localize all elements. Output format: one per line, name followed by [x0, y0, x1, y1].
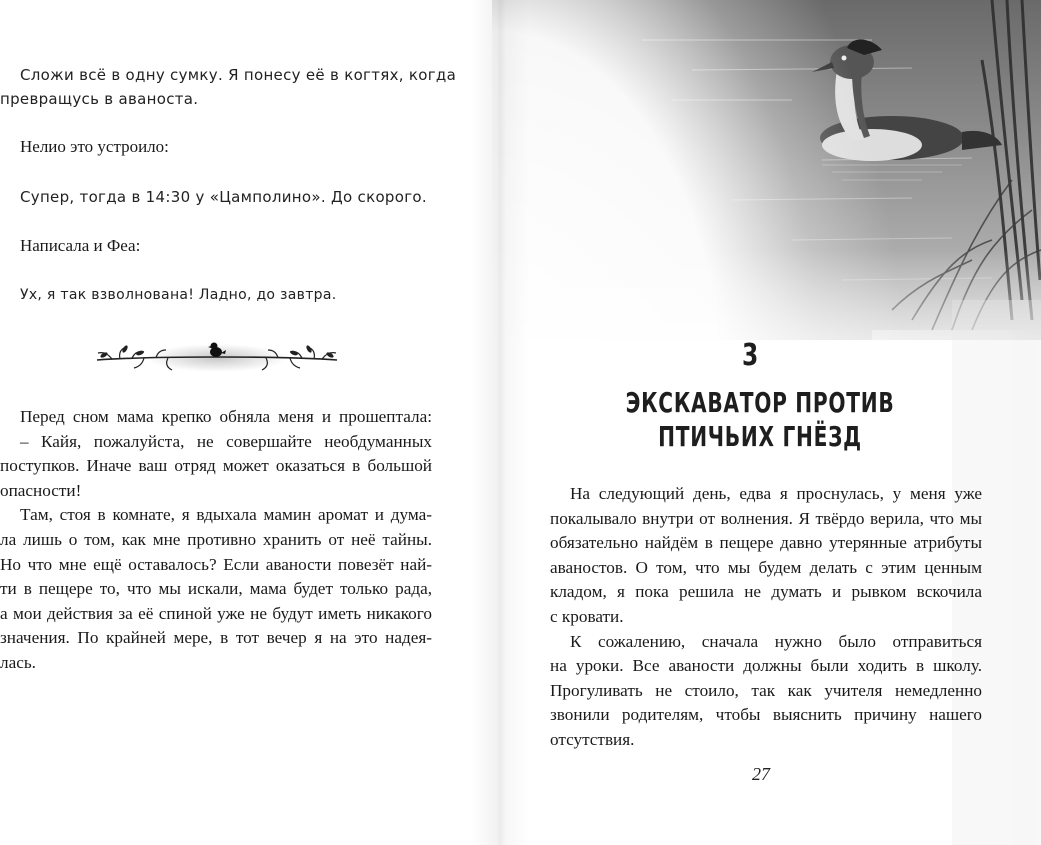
bird-branch-divider-icon [92, 338, 342, 378]
chat-line: превращусь в аваноста. [0, 90, 199, 108]
chapter-number: 3 [742, 338, 759, 373]
left-page [0, 0, 492, 845]
left-body-text [0, 405, 432, 676]
text-line: значения. По крайней мере, в тот вечер я на это надея- [0, 628, 432, 648]
text-line: кладом, я пока решила не думать и рывком вскочила [550, 582, 982, 602]
text-line: Прогуливать не стоило, так как учителя немедленно [550, 680, 982, 700]
text-line: лась. [0, 652, 36, 672]
text-line: Там, стоя в комнате, я вдыхала мамин аромат и дума- [20, 505, 432, 525]
text-line: Перед сном мама крепко обняла меня и прошептала: [20, 407, 432, 426]
text-line: Но что мне ещё оставалось? Если аваности повезёт най- [0, 554, 432, 574]
text-line: обязательно найдём в пещере давно утерянные атрибуты [550, 533, 982, 553]
text-line: покалывало внутри от волнения. Я твёрдо верила, что мы [550, 508, 982, 528]
text-line: а мои действия за её спиной уже не будут иметь никакого [0, 603, 432, 623]
chat-message: Супер, тогда в 14:30 у «Цамполино». До скорого. [20, 188, 427, 206]
text-line: К сожалению, сначала нужно было отправиться [570, 631, 982, 651]
text-line: на уроки. Все аваности должны были ходить в школу. [550, 656, 982, 676]
chapter-title-line: ПТИЧЬИХ ГНЁЗД [658, 420, 862, 453]
page-number: 27 [752, 764, 770, 784]
text-line: ла лишь о том, как мне противно хранить от неё тайны. [0, 529, 432, 549]
chat-author: Написала и Феа: [20, 236, 141, 255]
chat-message: Ух, я так взволнована! Ладно, до завтра. [20, 287, 337, 303]
text-line: На следующий день, едва я проснулась, у меня уже [570, 484, 982, 503]
text-line: звонили родителям, чтобы выяснить причину нашего [550, 705, 982, 725]
text-line: отсутствия. [550, 729, 635, 749]
text-line: ти в пещере то, что мы искали, мама будет только рада, [0, 579, 432, 599]
chat-line: Сложи всё в одну сумку. Я понесу её в когтях, когда [20, 66, 457, 84]
text-line: – Кайя, пожалуйста, не совершайте необдуманных [20, 431, 432, 451]
text-line: аваностов. О том, что мы будем делать с этим ценным [550, 557, 982, 577]
text-line: опасности! [0, 480, 82, 500]
text-line: поступков. Иначе ваш отряд может оказаться в большой [0, 456, 432, 476]
chat-author: Нелио это устроило: [20, 137, 169, 156]
text-line: с кровати. [550, 606, 624, 626]
chapter-title-line: ЭКСКАВАТОР ПРОТИВ [625, 386, 895, 419]
right-body-text [550, 482, 982, 753]
